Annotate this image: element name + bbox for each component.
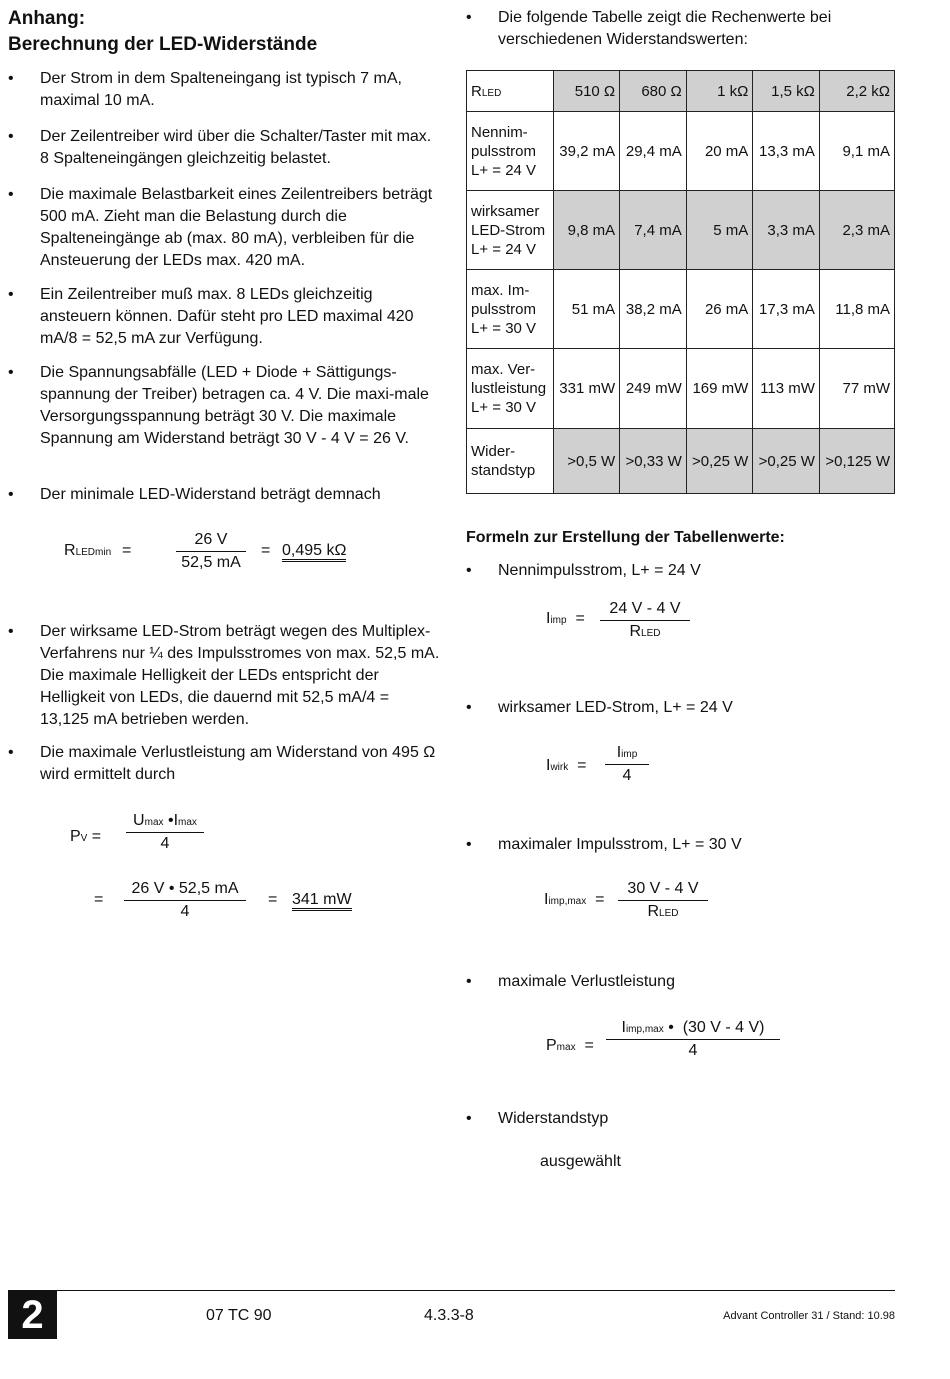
- formulas-heading: Formeln zur Erstellung der Tabellenwerte:: [466, 529, 785, 546]
- table-row: [467, 191, 895, 270]
- table-cell: 113 mW: [753, 349, 820, 429]
- bullet-text: Nennimpulsstrom, L+ = 24 V: [498, 562, 701, 579]
- table-row-label: Nennim- pulsstrom L+ = 24 V: [467, 112, 554, 191]
- formula-impmax-fraction: [618, 878, 708, 923]
- table-cell: 7,4 mA: [620, 191, 687, 270]
- bullet-marker: •: [8, 70, 14, 87]
- table-header-label: RLED: [467, 71, 554, 112]
- bullet-text: wirksamer LED-Strom, L+ = 24 V: [498, 699, 733, 716]
- formula-rmin-fraction: [176, 529, 246, 574]
- table-row-label: max. Im- pulsstrom L+ = 30 V: [467, 270, 554, 349]
- bullet-text: Der Zeilentreiber wird über die Schalter/Taster mit max. 8 Spalteneingängen gleichzeitig belastet.: [40, 128, 432, 167]
- table-cell: 9,1 mA: [819, 112, 894, 191]
- bullet-marker: •: [8, 186, 14, 203]
- resistor-values-table: [466, 70, 895, 494]
- table-cell: 249 mW: [620, 349, 687, 429]
- footer-rule: [8, 1290, 895, 1291]
- table-cell: 3,3 mA: [753, 191, 820, 270]
- bullet-text: maximale Verlustleistung: [498, 973, 675, 990]
- table-cell: 38,2 mA: [620, 270, 687, 349]
- bullet-marker: •: [466, 836, 472, 853]
- table-cell: 2,3 mA: [819, 191, 894, 270]
- table-cell: 77 mW: [819, 349, 894, 429]
- table-cell: 331 mW: [554, 349, 620, 429]
- table-cell: 39,2 mA: [554, 112, 620, 191]
- numerator: Umax •Imax: [126, 810, 204, 833]
- numerator: 24 V - 4 V: [600, 598, 690, 621]
- table-cell: 9,8 mA: [554, 191, 620, 270]
- table-header-cell: 680 Ω: [620, 71, 687, 112]
- bullet-text: Die folgende Tabelle zeigt die Rechenwerte bei verschiedenen Widerstandswerten:: [498, 9, 832, 48]
- table-cell: 26 mA: [686, 270, 753, 349]
- equals-sign: =: [268, 891, 278, 908]
- formula-impmax-lhs: Iimp,max =: [544, 891, 605, 908]
- numerator: Iimp,max • (30 V - 4 V): [606, 1017, 780, 1040]
- bullet-marker: •: [8, 486, 14, 503]
- denominator: 4: [160, 835, 170, 852]
- table-row: [467, 270, 895, 349]
- footer-section-number: 4.3.3-8: [424, 1307, 474, 1324]
- table-cell: >0,33 W: [620, 429, 687, 494]
- table-cell: 51 mA: [554, 270, 620, 349]
- numerator: 26 V: [176, 529, 246, 552]
- table-row: [467, 429, 895, 494]
- table-row: [467, 112, 895, 191]
- denominator: 4: [622, 767, 632, 784]
- title-line-1: Anhang:: [8, 8, 86, 29]
- formula-pv-lhs: PV =: [70, 828, 102, 845]
- table-header-cell: 1,5 kΩ: [753, 71, 820, 112]
- bullet-text: Widerstandstyp: [498, 1110, 609, 1127]
- table-cell: >0,5 W: [554, 429, 620, 494]
- title-line-2: Berechnung der LED-Widerstände: [8, 34, 318, 55]
- table-header-cell: 2,2 kΩ: [819, 71, 894, 112]
- table-header-cell: 510 Ω: [554, 71, 620, 112]
- table-cell: 11,8 mA: [819, 270, 894, 349]
- table-cell: 20 mA: [686, 112, 753, 191]
- table-cell: 13,3 mA: [753, 112, 820, 191]
- bullet-text: Der wirksame LED-Strom beträgt wegen des Multiplex-Verfahrens nur ¼ des Impulsstromes von max. 52,5 mA. Die maximale Helligkeit der LEDs entspricht der Helligkeit von LEDs, die dauernd mit 52,5 mA/4 = 13,125 mA betrieben werden.: [40, 623, 440, 728]
- bullet-text: Ein Zeilentreiber muß max. 8 LEDs gleichzeitig ansteuern können. Dafür steht pro LED maximal 420 mA/8 = 52,5 mA zur Verfügung.: [40, 286, 414, 347]
- formula-pmax-lhs: Pmax =: [546, 1037, 594, 1054]
- bullet-marker: •: [8, 364, 14, 381]
- bullet-marker: •: [8, 744, 14, 761]
- widerstandstyp-value: ausgewählt: [540, 1153, 621, 1170]
- numerator: 30 V - 4 V: [618, 878, 708, 901]
- table-cell: >0,125 W: [819, 429, 894, 494]
- denominator: 4: [688, 1042, 698, 1059]
- footer-product-info: Advant Controller 31 / Stand: 10.98: [723, 1310, 895, 1322]
- table-cell: 29,4 mA: [620, 112, 687, 191]
- footer-doc-number: 07 TC 90: [206, 1307, 272, 1324]
- formula-wirk-fraction: [605, 742, 649, 787]
- bullet-text: Der Strom in dem Spalteneingang ist typisch 7 mA, maximal 10 mA.: [40, 70, 402, 109]
- equals-sign: =: [122, 542, 132, 559]
- bullet-text: Der minimale LED-Widerstand beträgt demnach: [40, 486, 381, 503]
- denominator: 52,5 mA: [181, 554, 241, 571]
- table-row-label: wirksamer LED-Strom L+ = 24 V: [467, 191, 554, 270]
- page-title: [8, 6, 317, 58]
- formula-rmin-lhs: RLEDmin: [64, 542, 112, 559]
- bullet-marker: •: [466, 562, 472, 579]
- bullet-text: Die Spannungsabfälle (LED + Diode + Sättigungs-spannung der Treiber) betragen ca. 4 V. Die maxi-male Versorgungsspannung beträgt 30 V. Die maximale Spannung am Widerstand beträgt 30 V - 4 V = 26 V.: [40, 364, 429, 447]
- formula-imp-lhs: Iimp =: [546, 610, 585, 627]
- numerator: 26 V • 52,5 mA: [124, 878, 246, 901]
- table-row-label: Wider- standstyp: [467, 429, 554, 494]
- table-cell: >0,25 W: [686, 429, 753, 494]
- bullet-text: Die maximale Belastbarkeit eines Zeilentreibers beträgt 500 mA. Zieht man die Belastung durch die Spalteneingänge ab (max. 80 mA), verbleiben für die Ansteuerung der LEDs max. 420 mA.: [40, 186, 433, 269]
- table-header-row: [467, 71, 895, 112]
- equals-sign: =: [94, 891, 104, 908]
- formula-rmin-result: 0,495 kΩ: [282, 540, 346, 562]
- bullet-marker: •: [466, 973, 472, 990]
- formula-pv-result: 341 mW: [292, 889, 352, 911]
- bullet-marker: •: [466, 1110, 472, 1127]
- bullet-marker: •: [8, 286, 14, 303]
- bullet-marker: •: [8, 128, 14, 145]
- chapter-number: 2: [8, 1291, 57, 1339]
- table-row: [467, 349, 895, 429]
- table-cell: >0,25 W: [753, 429, 820, 494]
- bullet-text: maximaler Impulsstrom, L+ = 30 V: [498, 836, 742, 853]
- formula-pmax-fraction: [606, 1017, 780, 1062]
- formula-imp-fraction: [600, 598, 690, 643]
- bullet-text: Die maximale Verlustleistung am Widerstand von 495 Ω wird ermittelt durch: [40, 744, 436, 783]
- denominator: RLED: [647, 903, 679, 920]
- equals-sign: =: [261, 542, 271, 559]
- formula-pv-fraction-2: [124, 878, 246, 923]
- denominator: 4: [180, 903, 190, 920]
- formula-wirk-lhs: Iwirk =: [546, 757, 587, 774]
- formula-pv-fraction: [126, 810, 204, 855]
- table-cell: 169 mW: [686, 349, 753, 429]
- table-cell: 17,3 mA: [753, 270, 820, 349]
- table-header-cell: 1 kΩ: [686, 71, 753, 112]
- table-cell: 5 mA: [686, 191, 753, 270]
- bullet-marker: •: [8, 623, 14, 640]
- table-row-label: max. Ver- lustleistung L+ = 30 V: [467, 349, 554, 429]
- denominator: RLED: [629, 623, 661, 640]
- numerator: Iimp: [605, 742, 649, 765]
- bullet-marker: •: [466, 9, 472, 26]
- bullet-marker: •: [466, 699, 472, 716]
